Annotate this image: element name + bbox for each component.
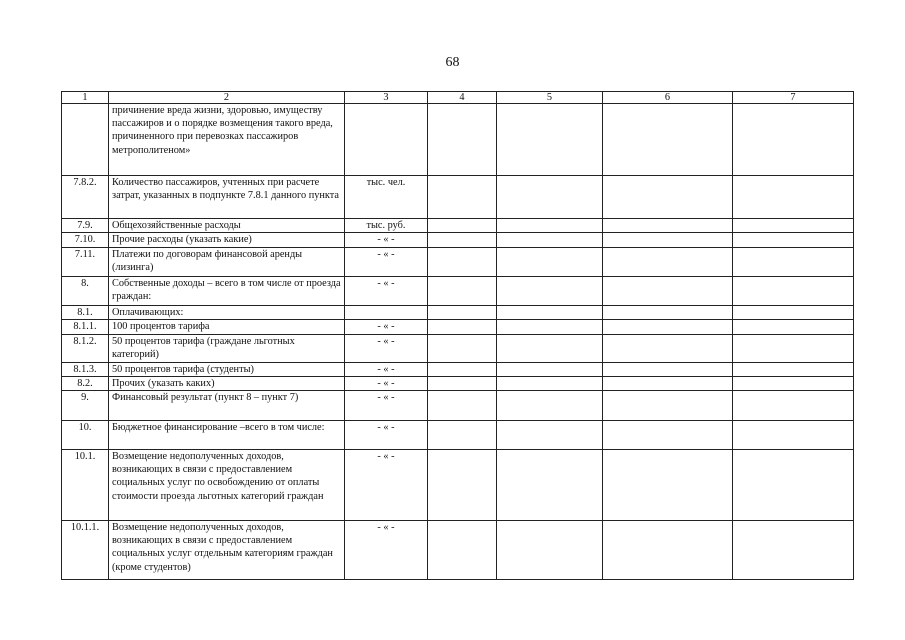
row-number: 8.1.2. — [62, 334, 109, 362]
value-cell — [733, 391, 854, 421]
value-cell — [603, 334, 733, 362]
value-cell — [603, 219, 733, 233]
row-description: Оплачивающих: — [109, 306, 345, 320]
row-description: Бюджетное финансирование –всего в том числе: — [109, 421, 345, 450]
row-description: Прочие расходы (указать какие) — [109, 233, 345, 248]
value-cell — [428, 320, 497, 334]
row-description: причинение вреда жизни, здоровью, имуществу пассажиров и о порядке возмещения такого вреда, причиненного при перевозках пассажиров метрополитеном» — [109, 104, 345, 176]
row-description: Общехозяйственные расходы — [109, 219, 345, 233]
value-cell — [428, 421, 497, 450]
value-cell — [497, 362, 603, 376]
page-number: 68 — [445, 55, 460, 70]
value-cell — [603, 391, 733, 421]
value-cell — [603, 248, 733, 277]
column-header: 6 — [603, 92, 733, 104]
value-cell — [733, 306, 854, 320]
table-row — [62, 421, 854, 450]
value-cell — [603, 233, 733, 248]
row-description: 100 процентов тарифа — [109, 320, 345, 334]
row-unit: - « - — [345, 376, 428, 390]
row-number: 8.1.3. — [62, 362, 109, 376]
row-number: 8.2. — [62, 376, 109, 390]
column-header: 3 — [345, 92, 428, 104]
table-row — [62, 219, 854, 233]
table-row — [62, 248, 854, 277]
row-description: Платежи по договорам финансовой аренды (лизинга) — [109, 248, 345, 277]
row-unit: тыс. чел. — [345, 176, 428, 219]
value-cell — [497, 450, 603, 521]
column-header: 2 — [109, 92, 345, 104]
row-description: 50 процентов тарифа (граждане льготных категорий) — [109, 334, 345, 362]
row-unit: тыс. руб. — [345, 219, 428, 233]
row-number: 7.8.2. — [62, 176, 109, 219]
report-table — [61, 91, 854, 580]
row-unit: - « - — [345, 320, 428, 334]
value-cell — [497, 233, 603, 248]
value-cell — [428, 248, 497, 277]
table-row — [62, 277, 854, 306]
row-number: 8.1. — [62, 306, 109, 320]
value-cell — [733, 277, 854, 306]
table-row — [62, 362, 854, 376]
table-row — [62, 104, 854, 176]
value-cell — [733, 376, 854, 390]
value-cell — [603, 376, 733, 390]
column-header: 1 — [62, 92, 109, 104]
value-cell — [497, 248, 603, 277]
row-unit: - « - — [345, 391, 428, 421]
table-header-row — [62, 92, 854, 104]
value-cell — [497, 176, 603, 219]
value-cell — [428, 277, 497, 306]
row-unit: - « - — [345, 277, 428, 306]
row-number: 7.9. — [62, 219, 109, 233]
value-cell — [733, 104, 854, 176]
value-cell — [733, 421, 854, 450]
row-number: 9. — [62, 391, 109, 421]
value-cell — [497, 421, 603, 450]
value-cell — [603, 521, 733, 580]
table-row — [62, 450, 854, 521]
row-unit: - « - — [345, 421, 428, 450]
row-unit: - « - — [345, 233, 428, 248]
value-cell — [733, 334, 854, 362]
row-number: 8. — [62, 277, 109, 306]
value-cell — [603, 450, 733, 521]
column-header: 7 — [733, 92, 854, 104]
value-cell — [497, 376, 603, 390]
value-cell — [497, 320, 603, 334]
value-cell — [603, 104, 733, 176]
row-number: 7.10. — [62, 233, 109, 248]
row-unit: - « - — [345, 248, 428, 277]
row-description: Финансовый результат (пункт 8 – пункт 7) — [109, 391, 345, 421]
value-cell — [497, 277, 603, 306]
row-unit: - « - — [345, 450, 428, 521]
value-cell — [428, 334, 497, 362]
row-number — [62, 104, 109, 176]
table-row — [62, 334, 854, 362]
value-cell — [428, 376, 497, 390]
row-unit: - « - — [345, 362, 428, 376]
value-cell — [497, 521, 603, 580]
value-cell — [428, 176, 497, 219]
value-cell — [428, 233, 497, 248]
table-row — [62, 391, 854, 421]
row-description: Возмещение недополученных доходов, возникающих в связи с предоставлением социальных услуг по освобождению от оплаты стоимости проезда льготных категорий граждан — [109, 450, 345, 521]
row-description: Прочих (указать каких) — [109, 376, 345, 390]
value-cell — [428, 391, 497, 421]
value-cell — [428, 306, 497, 320]
value-cell — [603, 421, 733, 450]
value-cell — [733, 248, 854, 277]
column-header: 4 — [428, 92, 497, 104]
value-cell — [603, 277, 733, 306]
row-description: Возмещение недополученных доходов, возникающих в связи с предоставлением социальных услуг отдельным категориям граждан (кроме студентов) — [109, 521, 345, 580]
row-unit — [345, 104, 428, 176]
row-unit: - « - — [345, 521, 428, 580]
value-cell — [497, 219, 603, 233]
row-unit: - « - — [345, 334, 428, 362]
value-cell — [603, 320, 733, 334]
value-cell — [497, 104, 603, 176]
table-row — [62, 376, 854, 390]
row-number: 10. — [62, 421, 109, 450]
value-cell — [497, 334, 603, 362]
row-number: 8.1.1. — [62, 320, 109, 334]
table-row — [62, 306, 854, 320]
row-description: Количество пассажиров, учтенных при расчете затрат, указанных в подпункте 7.8.1 данного пункта — [109, 176, 345, 219]
value-cell — [603, 176, 733, 219]
value-cell — [428, 362, 497, 376]
value-cell — [733, 450, 854, 521]
value-cell — [733, 362, 854, 376]
table-row — [62, 176, 854, 219]
value-cell — [733, 521, 854, 580]
row-number: 7.11. — [62, 248, 109, 277]
value-cell — [497, 391, 603, 421]
column-header: 5 — [497, 92, 603, 104]
value-cell — [733, 176, 854, 219]
table-row — [62, 521, 854, 580]
value-cell — [497, 306, 603, 320]
value-cell — [733, 233, 854, 248]
row-description: 50 процентов тарифа (студенты) — [109, 362, 345, 376]
row-description: Собственные доходы – всего в том числе от проезда граждан: — [109, 277, 345, 306]
value-cell — [428, 521, 497, 580]
value-cell — [428, 104, 497, 176]
row-unit — [345, 306, 428, 320]
table-row — [62, 233, 854, 248]
value-cell — [603, 362, 733, 376]
row-number: 10.1. — [62, 450, 109, 521]
value-cell — [428, 450, 497, 521]
table-row — [62, 320, 854, 334]
value-cell — [733, 320, 854, 334]
row-number: 10.1.1. — [62, 521, 109, 580]
value-cell — [733, 219, 854, 233]
value-cell — [428, 219, 497, 233]
value-cell — [603, 306, 733, 320]
